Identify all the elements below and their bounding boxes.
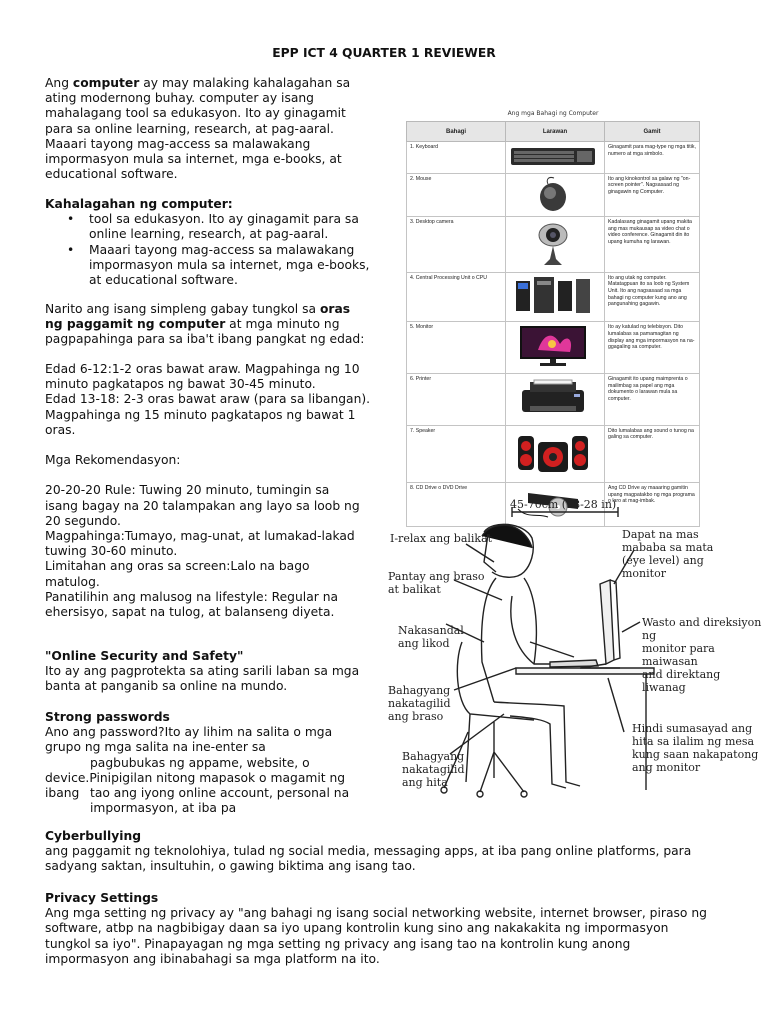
- table-cell: 4. Central Processing Unit o CPU: [407, 272, 506, 322]
- rec-line: ehersisyo, sapat na tulog, at balanseng diyeta.: [45, 605, 335, 620]
- table-header: Larawan: [506, 122, 605, 142]
- cyberbullying-heading: Cyberbullying: [45, 829, 142, 843]
- cyber-line: ang paggamit ng teknolohiya, tulad ng social media, messaging apps, at iba pang online platforms, para: [45, 844, 692, 859]
- ergonomics-figure: [384, 492, 764, 810]
- label-line: hita sa ilalim ng mesa: [632, 735, 755, 748]
- rec-line: 20-20-20 Rule: Tuwing 20 minuto, tumingin sa: [45, 483, 330, 498]
- intro-pre: Ang: [45, 76, 73, 90]
- guide-bold: ng paggamit ng computer: [45, 317, 226, 332]
- page-title: EPP ICT 4 QUARTER 1 REVIEWER: [272, 46, 496, 60]
- bullet-line: online learning, research, at pag-aaral.: [89, 227, 329, 242]
- label-line: Bahagyang: [402, 750, 465, 763]
- distance-label: 45-70cm (18-28 in): [510, 498, 617, 511]
- label-line: ang likod: [398, 637, 450, 650]
- arm-slant-label: [388, 684, 450, 723]
- age-line: Edad 6-12:1-2 oras bawat araw. Magpahinga ng 10: [45, 362, 360, 376]
- privacy-line: software, atbp na nagbibigay daan sa iyo upang kontrolin kung sino ang nakakakita ng impormasyon: [45, 921, 669, 936]
- privacy-line: tungkol sa iyo". Pinapayagan ng mga setting ng privacy ang isang tao na kontrolin kung anong: [45, 936, 631, 951]
- label-line: at balikat: [388, 583, 441, 596]
- list-item: [45, 243, 390, 289]
- privacy-section: [45, 891, 755, 967]
- intro-line: mahalagang tool sa edukasyon. Ito ay ginagamit: [45, 106, 346, 121]
- table-row: [407, 272, 700, 322]
- recommendations: [45, 453, 390, 620]
- label-line: Bahagyang: [388, 684, 451, 697]
- bullet-line: Maaari tayong mag-access sa malawakang: [89, 242, 355, 257]
- table-row: [407, 217, 700, 273]
- rec-line: 20 segundo.: [45, 513, 121, 528]
- computer-parts-table: [406, 121, 700, 527]
- table-cell: 6. Printer: [407, 373, 506, 425]
- webcam-icon: [506, 217, 605, 273]
- label-line: Dapat na mas: [622, 528, 699, 541]
- list-item: [45, 212, 390, 242]
- intro-line: para sa online learning, research, at pag-aaral.: [45, 121, 334, 136]
- security-line: Ito ay ang pagprotekta sa ating sarili laban sa mga: [45, 664, 360, 679]
- monitor-direction-label: [642, 616, 764, 694]
- table-row: [407, 142, 700, 174]
- label-line: ang monitor: [632, 761, 701, 774]
- level-arm-label: [388, 570, 485, 596]
- label-line: kung saan nakapatong: [632, 748, 759, 761]
- table-cell: Ginagamit ito upang maimprenta o mailimbag sa papel ang mga dokumento o larawan mula sa computer.: [605, 373, 700, 425]
- password-line: Ano ang password?Ito ay lihim na salita o mga: [45, 725, 333, 740]
- intro-line: impormasyon mula sa internet, mga e-books, at: [45, 152, 342, 167]
- speaker-icon: [506, 425, 605, 483]
- label-line: ang braso: [388, 710, 444, 723]
- age-line: minuto pagkatapos ng bawat 30-45 minuto.: [45, 377, 316, 392]
- table-row: [407, 373, 700, 425]
- rec-line: tuwing 30-60 minuto.: [45, 544, 178, 559]
- table-cell: Ito ay katulad ng telebisyon. Dito lumalabas sa pamamagitan ng display ang mga impormasyon na na-ggagaling sa computer.: [605, 322, 700, 374]
- label-line: nakatagilid: [402, 763, 465, 776]
- privacy-heading: Privacy Settings: [45, 891, 159, 905]
- cyberbullying-section: [45, 829, 745, 875]
- intro-paragraph: [45, 76, 390, 182]
- mouse-icon: [506, 173, 605, 217]
- table-cell: Kadalasang ginagamit upang makita ang mas mukausap sa video chat o video conference. Ginagamit din ito upang kumuha ng larawan.: [605, 217, 700, 273]
- rec-line: Limitahan ang oras sa screen:Lalo na bago: [45, 559, 310, 574]
- bullet-line: tool sa edukasyon. Ito ay ginagamit para sa: [89, 212, 359, 227]
- security-line: banta at panganib sa online na mundo.: [45, 679, 288, 694]
- label-line: monitor para maiwasan: [642, 642, 715, 668]
- age-line: Magpahinga ng 15 minuto pagkatapos ng bawat 1: [45, 407, 356, 422]
- rec-line: isang bagay na 20 talampakan ang layo sa loob ng: [45, 498, 360, 513]
- importance-list: [45, 212, 390, 288]
- label-line: (eye level) ang: [622, 554, 704, 567]
- table-cell: Ang CD Drive ay maaaring gamitin upang magpatakbo ng mga programa o laro at mag-imbak.: [605, 483, 700, 527]
- eye-level-label: [622, 528, 713, 580]
- label-line: nakatagilid: [388, 697, 451, 710]
- guide-paragraph: [45, 302, 390, 348]
- bullet-line: at educational software.: [89, 273, 238, 288]
- table-cell: 2. Mouse: [407, 173, 506, 217]
- cyber-line: sadyang saktan, insultuhin, o gawing biktima ang isang tao.: [45, 859, 416, 874]
- cpu-icon: [506, 272, 605, 322]
- table-cell: 3. Desktop camera: [407, 217, 506, 273]
- rec-line: matulog.: [45, 574, 100, 589]
- intro-bold: computer: [72, 76, 140, 90]
- bullet-line: impormasyon mula sa internet, mga e-books,: [89, 257, 370, 272]
- table-cell: Ginagamit para mag-type ng mga titik, numero at mga simbolo.: [605, 142, 700, 174]
- intro-post: ay may malaking kahalagahan sa: [139, 76, 351, 90]
- password-word: tao ang iyong online account, personal na: [90, 786, 350, 801]
- table-row: [407, 322, 700, 374]
- security-section: [45, 649, 390, 695]
- relax-label: I-relax ang balikat: [390, 532, 493, 545]
- label-line: ang hita: [402, 776, 448, 789]
- privacy-line: impormasyon ang ibinabahagi sa mga platform na ito.: [45, 951, 380, 966]
- privacy-line: Ang mga setting ng privacy ay "ang bahagi ng isang social networking website, internet browser, piraso ng: [45, 906, 707, 921]
- table-caption: Ang mga Bahagi ng Computer: [507, 110, 599, 117]
- table-row: [407, 425, 700, 483]
- rec-line: Panatilihin ang malusog na lifestyle: Regular na: [45, 589, 339, 604]
- age-guidelines: [45, 362, 390, 438]
- table-header: Bahagi: [407, 122, 506, 142]
- back-label: [398, 624, 464, 650]
- label-line: Wasto and direksiyon ng: [642, 616, 762, 642]
- table-cell: 8. CD Drive o DVD Drive: [407, 483, 506, 527]
- label-line: Pantay ang braso: [388, 570, 485, 583]
- rec-line: Magpahinga:Tumayo, mag-unat, at lumakad-lakad: [45, 529, 355, 544]
- monitor-icon: [506, 322, 605, 374]
- guide-line: pagpapahinga para sa iba't ibang pangkat ng edad:: [45, 332, 365, 347]
- label-line: Hindi sumasayad ang: [632, 722, 753, 735]
- label-line: mababa sa mata: [622, 541, 714, 554]
- importance-heading: Kahalagahan ng computer:: [45, 197, 233, 211]
- table-header-row: [407, 122, 700, 142]
- passwords-heading: Strong passwords: [45, 710, 170, 724]
- guide-post: at mga minuto ng: [225, 317, 340, 332]
- table-cell: 1. Keyboard: [407, 142, 506, 174]
- password-line: impormasyon, at iba pa: [90, 801, 237, 816]
- password-word: device.: [45, 770, 90, 785]
- table-cell: Dito lumalabas ang sound o tunog na galing sa computer.: [605, 425, 700, 483]
- password-word: Pinipigilan nitong mapasok o magamit ng: [89, 770, 346, 785]
- keyboard-icon: [506, 142, 605, 174]
- guide-bold: oras: [319, 302, 351, 316]
- security-heading: "Online Security and Safety": [45, 649, 244, 663]
- password-word: ibang: [45, 786, 80, 801]
- password-line: grupo ng mga salita na ine-enter sa: [45, 740, 266, 755]
- thigh-clearance-label: [632, 722, 758, 774]
- table-row: [407, 173, 700, 217]
- intro-line: ating modernong buhay. computer ay isang: [45, 91, 314, 106]
- recommendations-heading: Mga Rekomendasyon:: [45, 453, 181, 467]
- label-line: and direktang liwanag: [642, 668, 721, 694]
- age-line: oras.: [45, 422, 76, 437]
- table-cell: 7. Speaker: [407, 425, 506, 483]
- guide-pre: Narito ang isang simpleng gabay tungkol sa: [45, 302, 320, 316]
- label-line: Nakasandal: [398, 624, 464, 637]
- table-header: Gamit: [605, 122, 700, 142]
- age-line: Edad 13-18: 2-3 oras bawat araw (para sa libangan).: [45, 392, 371, 407]
- intro-line: educational software.: [45, 167, 178, 182]
- password-line: pagbubukas ng appame, website, o: [90, 755, 310, 770]
- passwords-section: [45, 710, 390, 816]
- table-cell: 5. Monitor: [407, 322, 506, 374]
- table-cell: Ito ang kinokontrol sa galaw ng "on-screen pointer". Nagsasaad ng ginagawin ng Computer.: [605, 173, 700, 217]
- label-line: monitor: [622, 567, 666, 580]
- intro-line: Maaari tayong mag-access sa malawakang: [45, 136, 311, 151]
- leg-slant-label: [402, 750, 464, 789]
- importance-section: [45, 197, 390, 288]
- printer-icon: [506, 373, 605, 425]
- table-cell: Ito ang utak ng computer. Matatagpuan ito sa loob ng System Unit. Ito ang nagsasaad sa mga bahagi ng computer kung ano ang pangunahing gagawin.: [605, 272, 700, 322]
